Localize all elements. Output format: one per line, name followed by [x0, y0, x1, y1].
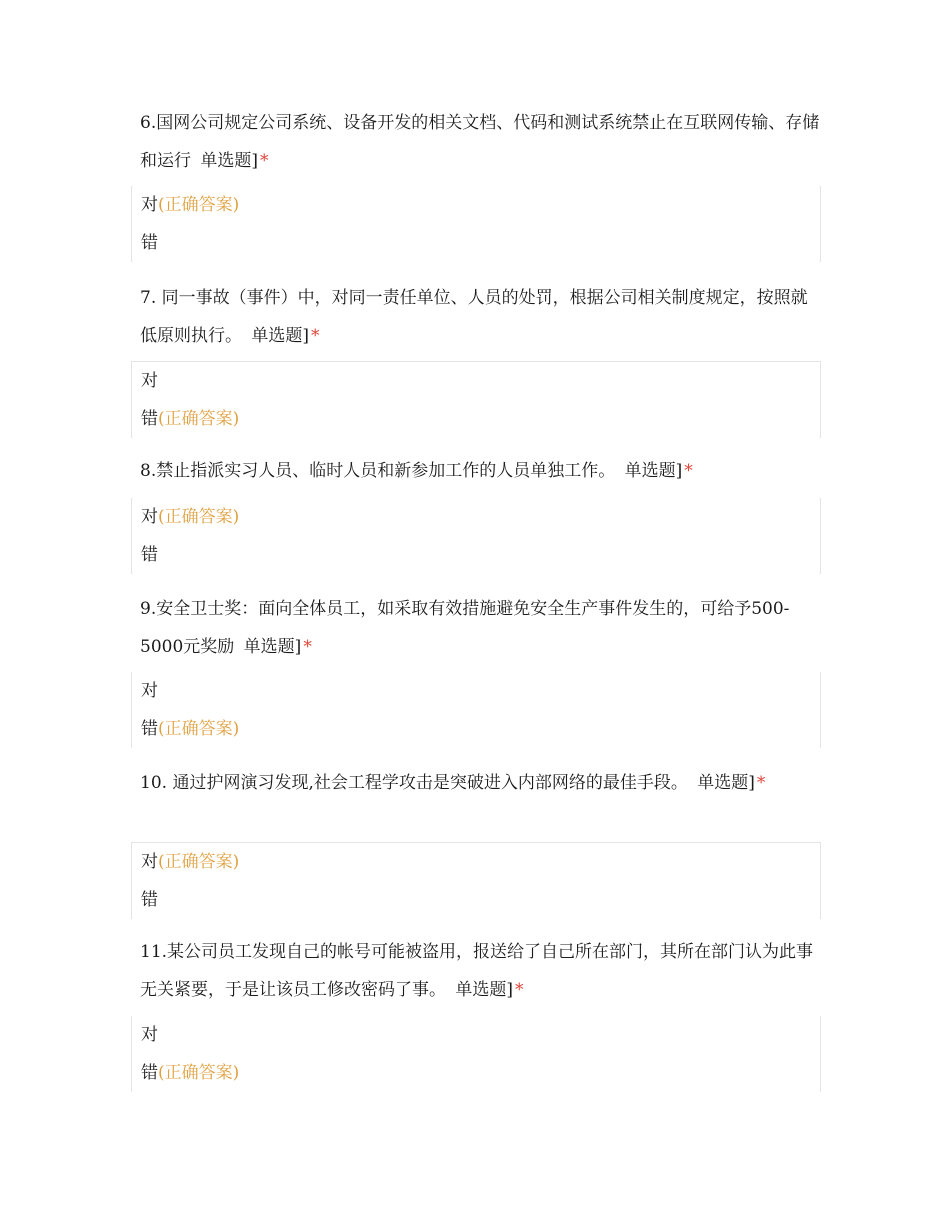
question-type-tag: 单选题]: [200, 151, 259, 171]
options-box-10: [131, 842, 821, 919]
options-box-6: [131, 186, 821, 262]
option-label: 对: [141, 852, 158, 872]
option-label: 对: [141, 681, 158, 701]
option-label: 对: [141, 371, 158, 391]
options-box-7: [131, 361, 821, 438]
correct-answer-tag: (正确答案): [158, 409, 240, 429]
option-true[interactable]: [132, 672, 820, 710]
question-text: 6.国网公司规定公司系统、设备开发的相关文档、代码和测试系统禁止在互联网传输、存储和运行: [140, 113, 820, 171]
option-label: 对: [141, 507, 158, 527]
question-text: 7. 同一事故（事件）中，对同一责任单位、人员的处罚，根据公司相关制度规定，按照就低原则执行。: [140, 288, 808, 346]
correct-answer-tag: (正确答案): [158, 507, 240, 527]
option-label: 错: [141, 545, 158, 565]
correct-answer-tag: (正确答案): [158, 719, 240, 739]
option-true[interactable]: [132, 1016, 820, 1054]
question-type-tag: 单选题]: [697, 773, 755, 793]
question-11: [140, 933, 820, 1009]
option-false[interactable]: [132, 710, 820, 748]
option-label: 错: [141, 1063, 158, 1083]
option-false[interactable]: [132, 881, 820, 919]
question-6: [140, 104, 820, 180]
options-box-8: [131, 498, 821, 574]
question-7: [140, 279, 820, 355]
question-text: 10. 通过护网演习发现,社会工程学攻击是突破进入内部网络的最佳手段。: [140, 773, 688, 793]
option-label: 错: [141, 890, 158, 910]
question-10: [140, 764, 820, 802]
option-label: 错: [141, 719, 158, 739]
option-false[interactable]: [132, 224, 820, 262]
required-star: *: [684, 461, 693, 481]
required-star: *: [260, 151, 269, 171]
question-text: 9.安全卫士奖：面向全体员工，如采取有效措施避免安全生产事件发生的，可给予500-5000元奖励: [140, 599, 790, 657]
option-label: 对: [141, 1025, 158, 1045]
correct-answer-tag: (正确答案): [158, 1063, 240, 1083]
option-true[interactable]: [132, 362, 820, 400]
question-text: 11.某公司员工发现自己的帐号可能被盗用，报送给了自己所在部门，其所在部门认为此事无关紧要，于是让该员工修改密码了事。: [140, 942, 814, 1000]
question-type-tag: 单选题]: [624, 461, 683, 481]
question-8: [140, 452, 820, 490]
options-box-11: [131, 1016, 821, 1092]
option-false[interactable]: [132, 536, 820, 574]
option-label: 错: [141, 233, 158, 253]
required-star: *: [311, 326, 320, 346]
option-true[interactable]: [132, 843, 820, 881]
required-star: *: [303, 637, 312, 657]
question-type-tag: 单选题]: [455, 980, 514, 1000]
option-false[interactable]: [132, 400, 820, 438]
required-star: *: [756, 773, 766, 793]
correct-answer-tag: (正确答案): [158, 852, 240, 872]
option-label: 错: [141, 409, 158, 429]
option-label: 对: [141, 195, 158, 215]
question-type-tag: 单选题]: [243, 637, 302, 657]
correct-answer-tag: (正确答案): [158, 195, 240, 215]
question-text: 8.禁止指派实习人员、临时人员和新参加工作的人员单独工作。: [140, 461, 616, 481]
options-box-9: [131, 672, 821, 748]
question-type-tag: 单选题]: [251, 326, 310, 346]
question-9: [140, 590, 820, 666]
option-true[interactable]: [132, 498, 820, 536]
required-star: *: [515, 980, 524, 1000]
option-false[interactable]: [132, 1054, 820, 1092]
option-true[interactable]: [132, 186, 820, 224]
